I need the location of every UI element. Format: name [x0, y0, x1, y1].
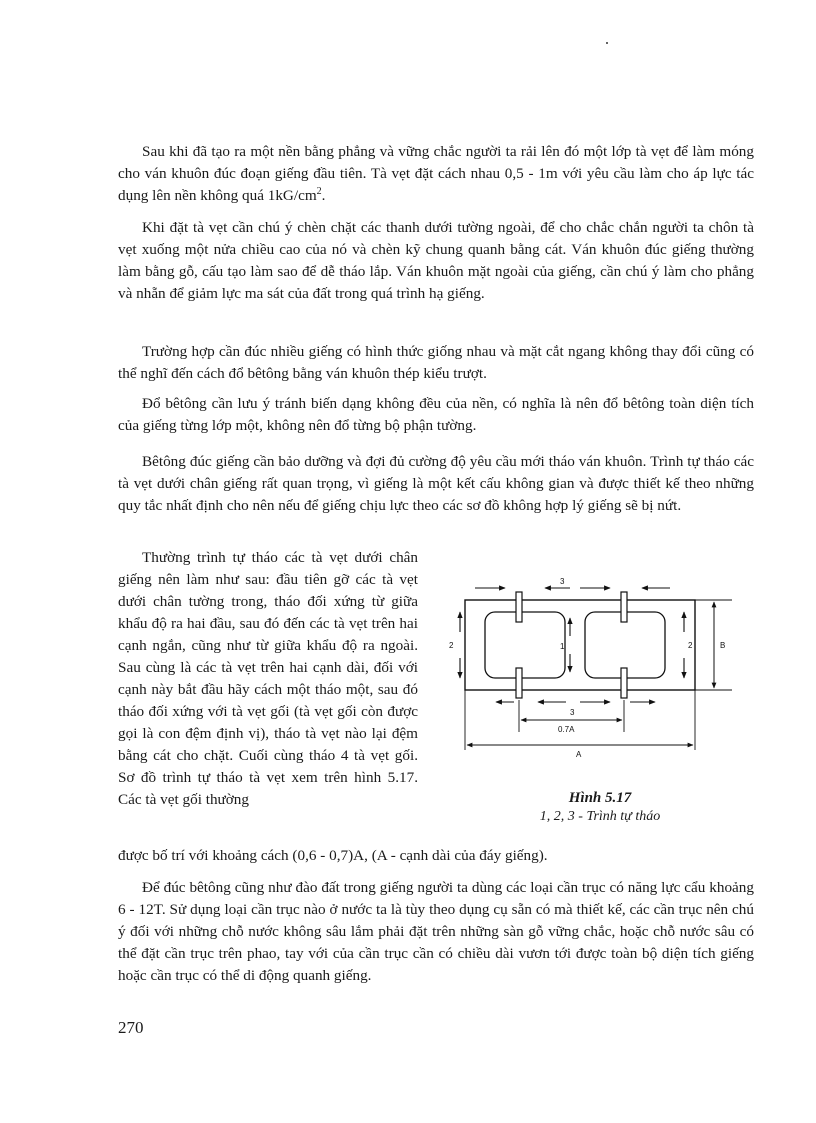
sleeper-bottom-right [621, 668, 627, 698]
label-right-2: 2 [688, 641, 693, 650]
paragraph-cranes: Để đúc bêtông cũng như đào đất trong giếng người ta dùng các loại cần trục có năng lực cẩu khoảng 6 - 12T. Sử dụng loại cần trục nào ở nước ta là tùy theo dụng cụ sẵn có mà thiết kế, các cần trục nên chú ý đối với những chỗ nước không sâu lắm phải đặt trên những sàn gỗ vững chắc, hoặc chỗ nước sâu có thể đặt cần trục trên phao, tay với của cần trục cần có chiều dài vươn tới được toàn bộ diện tích giếng hoặc cần trục có thể di động quanh giếng. [118, 879, 754, 984]
figure-5-17-diagram [430, 570, 760, 780]
label-b: B [720, 641, 726, 650]
paragraph-removal-sequence-end: được bố trí với khoảng cách (0,6 - 0,7)A, (A - cạnh dài của đáy giếng). [118, 847, 548, 864]
sleeper-bottom-left [516, 668, 522, 698]
label-center-1: 1 [560, 642, 565, 651]
paragraph-end: . [321, 187, 326, 204]
paragraph-removal-sequence: Thường trình tự tháo các tà vẹt dưới chân giếng nên làm như sau: đầu tiên gỡ các tà vẹt dưới chân tường trong, tháo đối xứng từ giữa khẩu độ ra hai đầu, sau đó đến các tà vẹt trên hai cạnh ngắn, cũng như từ giữa khẩu độ ra ngoài. Sau cùng là các tà vẹt trên hai cạnh dài, đối với cạnh này bắt đầu hãy cách một tháo một, sau đó tháo đối xứng với tà vẹt gối (tà vẹt gối còn được gọi là con đệm định vị), tháo tà vẹt nào lại đệm bằng cát cho chặt. Cuối cùng tháo 4 tà vẹt gối. Sơ đồ trình tự tháo tà vẹt xem trên hình 5.17. Các tà vẹt gối thường [118, 549, 418, 808]
paragraph-sliding-formwork: Trường hợp cần đúc nhiều giếng có hình thức giống nhau và mặt cắt ngang không thay đổi cũng có thể nghĩ đến cách đổ bêtông bằng ván khuôn thép kiểu trượt. [118, 343, 754, 382]
sleeper-top-right [621, 592, 627, 622]
figure-caption: 1, 2, 3 - Trình tự tháo [539, 809, 661, 824]
inner-cell-left [485, 612, 565, 678]
superscript-2: 2 [316, 185, 322, 197]
sleeper-top-left [516, 592, 522, 622]
paragraph-placing-sleepers: Khi đặt tà vẹt cần chú ý chèn chặt các thanh dưới tường ngoài, để cho chắc chắn người ta chôn tà vẹt xuống một nửa chiều cao của nó và chèn kỹ chung quanh bằng cát. Ván khuôn đúc giếng thường làm bằng gỗ, cấu tạo làm sao để dễ tháo lắp. Ván khuôn mặt ngoài của giếng, cần chú ý làm cho phẳng và nhẵn để giảm lực ma sát của đất trong quá trình hạ giếng. [118, 219, 754, 302]
paragraph-pouring-concrete: Đổ bêtông cần lưu ý tránh biến dạng không đều của nền, có nghĩa là nên đổ bêtông toàn diện tích của giếng từng lớp một, không nên đổ từng bộ phận tường. [118, 395, 754, 434]
paragraph-text: Sau khi đã tạo ra một nền bằng phẳng và vững chắc người ta rải lên đó một lớp tà vẹt để làm móng cho ván khuôn đúc đoạn giếng đầu tiên. Tà vẹt đặt cách nhau 0,5 - 1m với yêu cầu làm cho áp lực tác dụng lên nền không quá 1kG/cm [118, 143, 754, 204]
paragraph-curing-concrete: Bêtông đúc giếng cần bảo dưỡng và đợi đủ cường độ yêu cầu mới tháo ván khuôn. Trình tự tháo các tà vẹt dưới chân giếng rất quan trọng, vì giếng là một kết cấu không gian và được thiết kế theo những quy tắc nhất định cho nên nếu để giếng chịu lực theo các sơ đồ không hợp lý giếng sẽ bị nứt. [118, 453, 754, 514]
label-07a: 0.7A [558, 725, 575, 734]
label-left-2: 2 [449, 641, 454, 650]
removal-sequence-diagram [430, 570, 760, 780]
speck-mark [606, 42, 608, 44]
label-a: A [576, 750, 582, 759]
figure-title: Hình 5.17 [568, 790, 632, 806]
label-top-3: 3 [560, 577, 565, 586]
label-bottom-3: 3 [570, 708, 575, 717]
paragraph-foundation-sleepers [118, 141, 754, 207]
page-number: 270 [118, 1018, 144, 1037]
